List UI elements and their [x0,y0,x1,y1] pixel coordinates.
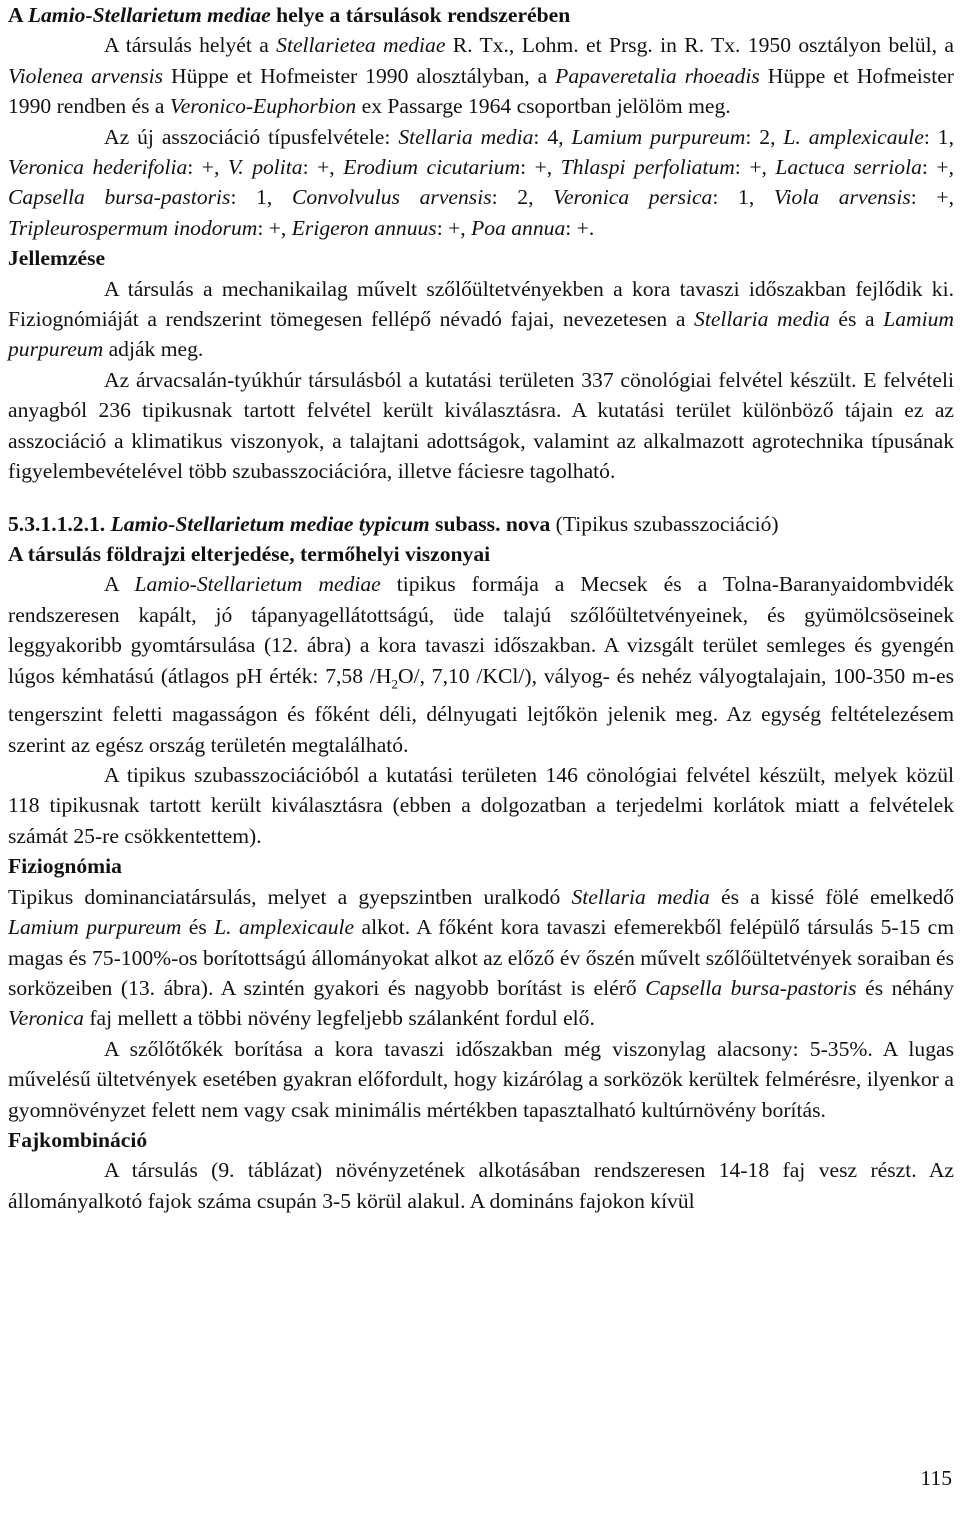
section-heading-distribution: A társulás földrajzi elterjedése, termőhelyi viszonyai [8,541,491,566]
paragraph-type-releve: Az új asszociáció típusfelvétele: Stellaria media: 4, Lamium purpureum: 2, L. amplexicaule: 1, Veronica hederifolia: +, V. polita: +, Erodium cicutarium: +, Thlaspi perfoliatum: +, Lactuca serriola: +, Capsella bursa-pastoris: 1, Convolvulus arvensis: 2, Veronica persica: 1, Viola arvensis: +, Tripleurospermum inodorum: +, Erigeron annuus: +, Poa annua: +. [8,124,955,240]
section-heading-jellemzese: Jellemzése [8,246,106,271]
spacer [8,487,954,509]
heading-species-name: Lamio-Stellarietum mediae [27,3,271,27]
paragraph-characteristics: A társulás a mechanikailag művelt szőlőültetvényekben a kora tavaszi időszakban fejlődik ki. Fiziognómiáját a rendszerint tömegesen fellépő névadó fajai, nevezetesen a Stellaria media és a Lamium purpureum adják meg. [8,276,954,362]
subsection-heading: 5.3.1.1.2.1. Lamio-Stellarietum mediae typicum subass. nova (Tipikus szubasszociáció) [8,511,779,536]
section-heading-fajkombinacio: Fajkombináció [8,1127,148,1152]
paragraph-distribution: A Lamio-Stellarietum mediae tipikus formája a Mecsek és a Tolna-Baranyaidombvidék rendszeresen kapált, jó tápanyagellátottságú, üde talajú szőlőültetvényeinek, és gyümölcsöseinek leggyakoribb gyomtársulása (12. ábra) a kora tavaszi időszakban. A vizsgált terület semleges és gyengén lúgos kémhatású (átlagos pH érték: 7,58 $/H_2O/$, 7,10 /KCl/), vályog- és nehéz vályogtalajain, 100-350 m-es tengerszint feletti magasságon és főként déli, délnyugati lejtőkön jelenik meg. Az egység feltételezésem szerint az egész ország területén megtalálható. [8,572,955,757]
paragraph-physiognomy: Tipikus dominanciatársulás, melyet a gyepszintben uralkodó Stellaria media és a kissé fölé emelkedő Lamium purpureum és L. amplexicaule alkot. A főként kora tavaszi efemerekből felépülő társulás 5-15 cm magas és 75-100%-os borítottságú állományokat alkot az előző év őszén művelt szőlőültetvények soraiban és sorközeiben (13. ábra). A szintén gyakori és nagyobb borítást is elérő Capsella bursa-pastoris és néhány Veronica faj mellett a többi növény legfeljebb szálanként fordul elő. [8,884,955,1031]
heading-text: helye a társulások rendszerében [270,3,571,27]
paragraph-subassociation-releves: A tipikus szubasszociációból a kutatási területen 146 cönológiai felvétel készült, melyek közül 118 tipikusnak tartott került kiválasztásra (ebben a dolgozatban a terjedelmi korlátok miatt a felvételek számát 25-re csökkentettem). [8,763,954,848]
paragraph-releves: Az árvacsalán-tyúkhúr társulásból a kutatási területen 337 cönológiai felvétel készült. E felvételi anyagból 236 tipikusnak tartott felvétel került kiválasztásra. A kutatási terület különböző tájain ez az asszociáció a klimatikus viszonyok, a talajtani adottságok, valamint az alkalmazott agrotechnika típusának figyelembevételével több szubasszociációra, illetve fáciesre tagolható. [8,367,954,484]
page-number: 115 [920,1466,952,1490]
section-heading-fiziognomia: Fiziognómia [8,854,122,879]
section-heading [8,0,954,30]
paragraph-vine-cover: A szőlőtőkék borítása a kora tavaszi időszakban még viszonylag alacsony: 5-35%. A lugas művelésű ültetvények esetében gyakran előfordult, hogy kizárólag a sorközök kerültek felmérésre, ilyenkor a gyomnövényzet felett nem vagy csak minimális mértékben tapasztalható kultúrnövény borítás. [8,1036,954,1122]
document-page [8,0,954,1216]
paragraph-species-combination: A társulás (9. táblázat) növényzetének alkotásában rendszeresen 14-18 faj vesz részt. Az állományalkotó fajok száma csupán 3-5 körül alakul. A domináns fajokon kívül [8,1158,954,1213]
heading-text: A [8,3,28,27]
paragraph-classification: A társulás helyét a Stellarietea mediae R. Tx., Lohm. et Prsg. in R. Tx. 1950 osztályon belül, a Violenea arvensis Hüppe et Hofmeister 1990 alosztályban, a Papaveretalia rhoeadis Hüppe et Hofmeister 1990 rendben és a Veronico-Euphorbion ex Passarge 1964 csoportban jelölöm meg. [8,33,954,119]
